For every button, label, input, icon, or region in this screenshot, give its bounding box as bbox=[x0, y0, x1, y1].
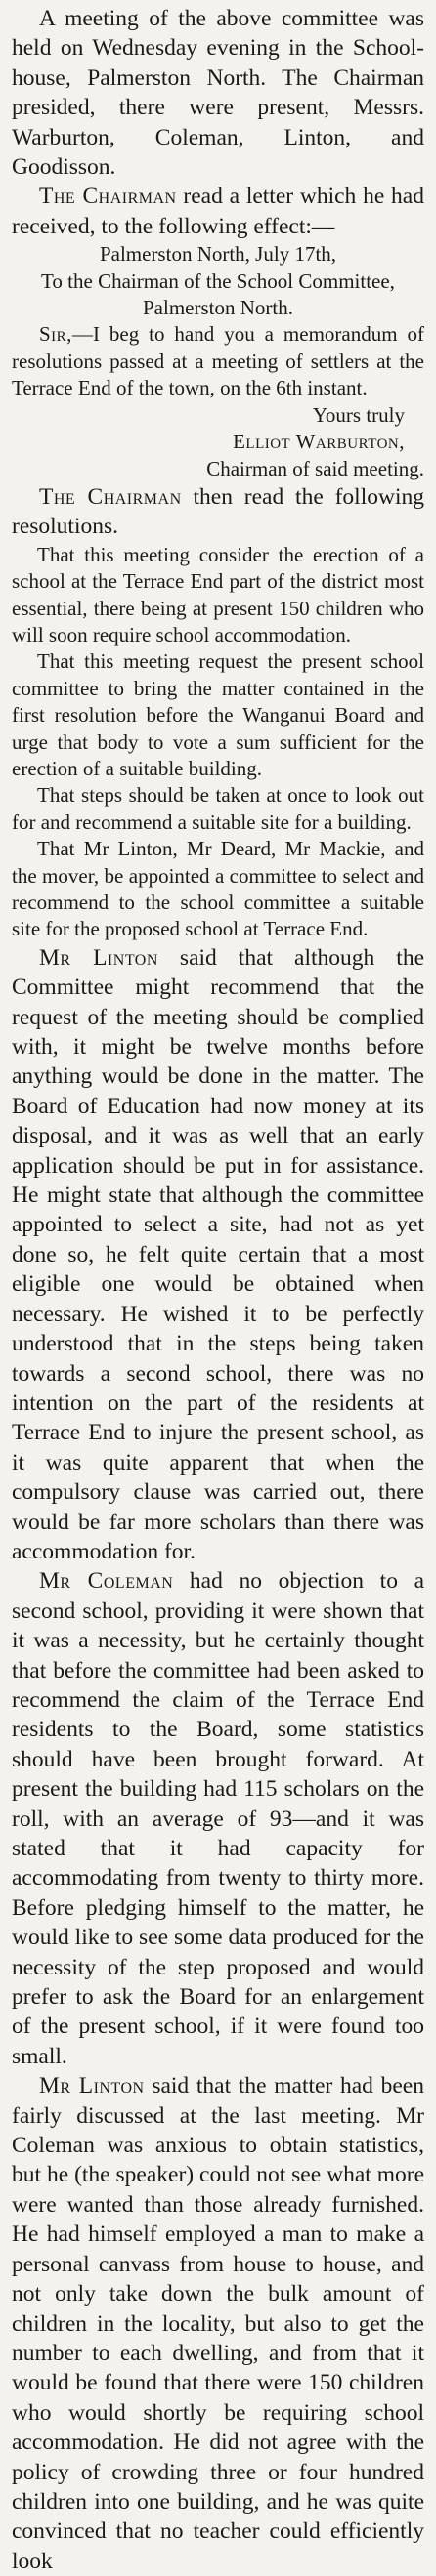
speech-text: said that the matter had been fairly discussed at the last meeting. Mr Coleman was anxious to obtain statistics, but he (the speaker) could not see what more were wanted than those already furnished. He had himself employed a man to make a personal canvass from house to house, and not only take down the bulk amount of children in the locality, but also to get the number to each dwelling, and from that it would be found that there were 150 children who would shortly be requiring school accommodation. He did not agree with the policy of crowding three or four hundred children into one building, and he was quite convinced that no teacher could efficiently look bbox=[12, 2073, 424, 2574]
linton-paragraph-1 bbox=[12, 943, 424, 1567]
speaker-name: Mr Linton bbox=[39, 2073, 145, 2099]
resolution-item: That Mr Linton, Mr Deard, Mr Mackie, and the mover, be appointed a committee to select and recommend to the school committee a suitable site for the proposed school at Terrace End. bbox=[12, 837, 424, 941]
chairman-text: read a letter which he had received, to the following effect:— bbox=[12, 184, 424, 239]
chairman-resolutions-text: then read the following resolutions. bbox=[12, 483, 424, 540]
letter-place: Palmerston North. bbox=[143, 296, 293, 320]
chairman-resolutions-paragraph bbox=[12, 482, 424, 542]
speech-text: said that although the Committee might recommend that the request of the meeting should be complied with, it might be twelve months before anything would be done in the matter. The Board of Education had now money at its disposal, and it was as well that an early application should be put in for assistance. He might state that although the committee appointed to select a site, had not as yet done so, he felt quite certain that a most eligible one would be obtained when necessary. He wished it to be perfectly understood that in the steps being taken towards a second school, there was no intention on the part of the residents at Terrace End to injure the present school, as it was quite apparent that when the compulsory clause was carried out, there would be far more scholars than there was accommodation for. bbox=[12, 944, 425, 1564]
letter-block bbox=[12, 241, 424, 482]
resolutions-list bbox=[12, 542, 424, 943]
article-body bbox=[12, 4, 424, 2576]
letter-body bbox=[12, 321, 424, 401]
letter-signature-title: Chairman of said meeting. bbox=[206, 456, 424, 480]
resolution-item: That this meeting consider the erection of a school at the Terrace End part of the district most essential, there being at present 150 children who will soon require school accommodation. bbox=[12, 542, 424, 646]
letter-addressee: To the Chairman of the School Committee, bbox=[41, 269, 395, 293]
speech-text: had no objection to a second school, providing it were shown that it was a necessity, but he certainly thought that before the committee had been asked to recommend the claim of the Terrace End residents to the Board, some statistics should have been brought forward. At present the building had 115 scholars on the roll, with an average of 93—and it was stated that it had capacity for accommodating from twenty to thirty more. Before pledging himself to the matter, he would like to see some data produced for the necessity of the step proposed and would prefer to ask the Board for an enlargement of the present school, if it were found too small. bbox=[12, 1568, 424, 2069]
letter-dateline: Palmerston North, July 17th, bbox=[99, 242, 337, 267]
speaker-name: Mr Linton bbox=[39, 944, 158, 971]
letter-salutation: Sir, bbox=[39, 322, 72, 347]
linton-paragraph-2 bbox=[12, 2071, 424, 2576]
letter-closing: Yours truly bbox=[312, 402, 405, 427]
resolution-item: That steps should be taken at once to look out for and recommend a suitable site for a building. bbox=[12, 783, 424, 834]
letter-signature-name: Elliot Warburton, bbox=[233, 430, 405, 454]
resolution-item: That this meeting request the present school committee to bring the matter contained in the first resolution before the Wanganui Board and urge that body to vote a sum sufficient for the erection of a suitable building. bbox=[12, 649, 424, 780]
letter-body-text: —I beg to hand you a memorandum of resolutions passed at a meeting of settlers at the Terrace End of the town, on the 6th instant. bbox=[12, 322, 424, 400]
letter-signature bbox=[12, 429, 424, 455]
chairman-label: The Chairman bbox=[39, 483, 182, 510]
chairman-label: The Chairman bbox=[39, 184, 177, 210]
speaker-name: Mr Coleman bbox=[39, 1568, 174, 1595]
chairman-paragraph bbox=[12, 182, 424, 241]
coleman-paragraph bbox=[12, 1566, 424, 2071]
intro-paragraph: A meeting of the above committee was held on Wednesday evening in the School-house, Palmerston North. The Chairman presided, there were present, Messrs. Warburton, Coleman, Linton, and Goodisson. bbox=[12, 6, 424, 181]
